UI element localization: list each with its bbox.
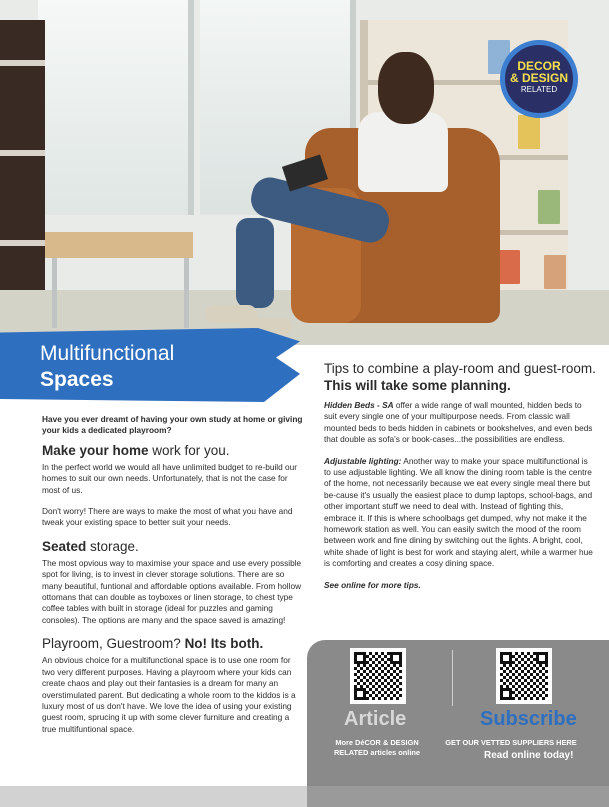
heading-rest: storage. [86,538,139,554]
table-leg [184,258,189,328]
heading-rest: Tips to combine a play-room and guest-room. [324,361,596,376]
label: Hidden Beds - SA [324,400,394,410]
badge-line3: RELATED [520,85,558,94]
person-leg [236,218,274,308]
right-column [324,360,596,601]
paragraph: In the perfect world we would all have unlimited budget to re-build our homes to suit our own needs. Unfortunately, that is not the case for most of us. [42,461,298,495]
subscribe-qr-code[interactable] [496,648,552,704]
person-shirt [358,112,448,192]
page-title-line1: Multifunctional [40,342,175,365]
article-caption: More DéCOR & DESIGN RELATED articles online [333,738,421,757]
paragraph-lighting [324,456,596,570]
heading-bold: Make your home [42,442,149,458]
decor-design-badge [500,40,578,118]
label: Adjustable lighting: [324,455,402,466]
paragraph: An obvious choice for a multifunctional space is to use one room for two very different purposes. Having a playroom where your kids can create chaos and play out their fantasies is a dream for many an overstimulated parent. But dedicating a whole room to the kiddos is a luxury most of us don't have. We love the idea of using your existing guest room, sprucing it up with some clever furniture and creating a true multifuntional space. [42,655,296,734]
read-online-caption: Read online today! [484,750,574,761]
divider [452,650,453,706]
text: offer a wide range of wall mounted, hidden beds to suit every single one of your multipurpose needs. From classic wall mounted beds to beds hidden in cabinets or bookshelves, and even beds that double as sofa's or book-cases...the possibilities are endless. [324,400,593,445]
article-qr-code[interactable] [350,648,406,704]
heading-seated-storage [42,539,304,555]
person-head [378,52,434,124]
heading-bold: No! Its both. [184,636,264,652]
heading-make-your-home [42,443,304,459]
paragraph: The most opvious way to maximise your space and use every possible spot for living, is to invest in clever storage solutions. There are so many beautiful, funtional and affordable options available. From hollow ottomans that can double as toyboxes or linen storage, to chest type coffee tables with built in storage (ideal for puzzles and gaming consoles). The options are many and the space saved is amazing! [42,557,302,625]
paragraph-hidden-beds [324,400,596,446]
table-leg [52,258,57,328]
see-online-link[interactable]: See online for more tips. [324,579,421,590]
side-table [45,232,193,258]
heading-playroom-guestroom [42,636,304,652]
window [38,0,194,215]
left-shelf [0,20,45,320]
heading-rest: work for you. [148,442,230,458]
left-column [42,414,304,745]
heading-rest: Playroom, Guestroom? [42,636,185,652]
heading-tips [324,360,596,394]
subscribe-caption: GET OUR VETTED SUPPLIERS HERE [445,738,577,747]
badge-line2: & DESIGN [509,71,568,85]
badge-line1: DECOR [517,59,561,73]
page-title-line2: Spaces [40,368,114,391]
subscribe-link[interactable]: Subscribe [480,708,577,730]
paragraph: Don't worry! There are ways to make the most of what you have and tweak your existing space to better suit your needs. [42,506,293,528]
footer-bar-right [307,786,609,807]
lead-paragraph: Have you ever dreamt of having your own study at home or giving your kids a dedicated playroom? [42,414,303,436]
article-link[interactable]: Article [344,708,407,730]
text: Another way to make your space multifunctional is to use adjustable lighting. We all know the dining room table is the centre of the home, not necessarily because we eat every single meal there but be-cause it's usually the easiest place to dump laptops, school-bags, and other important stuff we need to deal with. Instead of fighting this, embrace it. If this is where schoolbags get dumped, why not make it the homework station as well. You can easily switch the mood of the room between work and fine dining by switching out the lights. A bright, cool, white shade of light is best for work and staying alert, while a warmer hue is comforting and creates a cosy dining space. [324,455,593,569]
heading-bold: This will take some planning. [324,378,511,393]
hero-photo [0,0,609,345]
heading-bold: Seated [42,538,87,554]
